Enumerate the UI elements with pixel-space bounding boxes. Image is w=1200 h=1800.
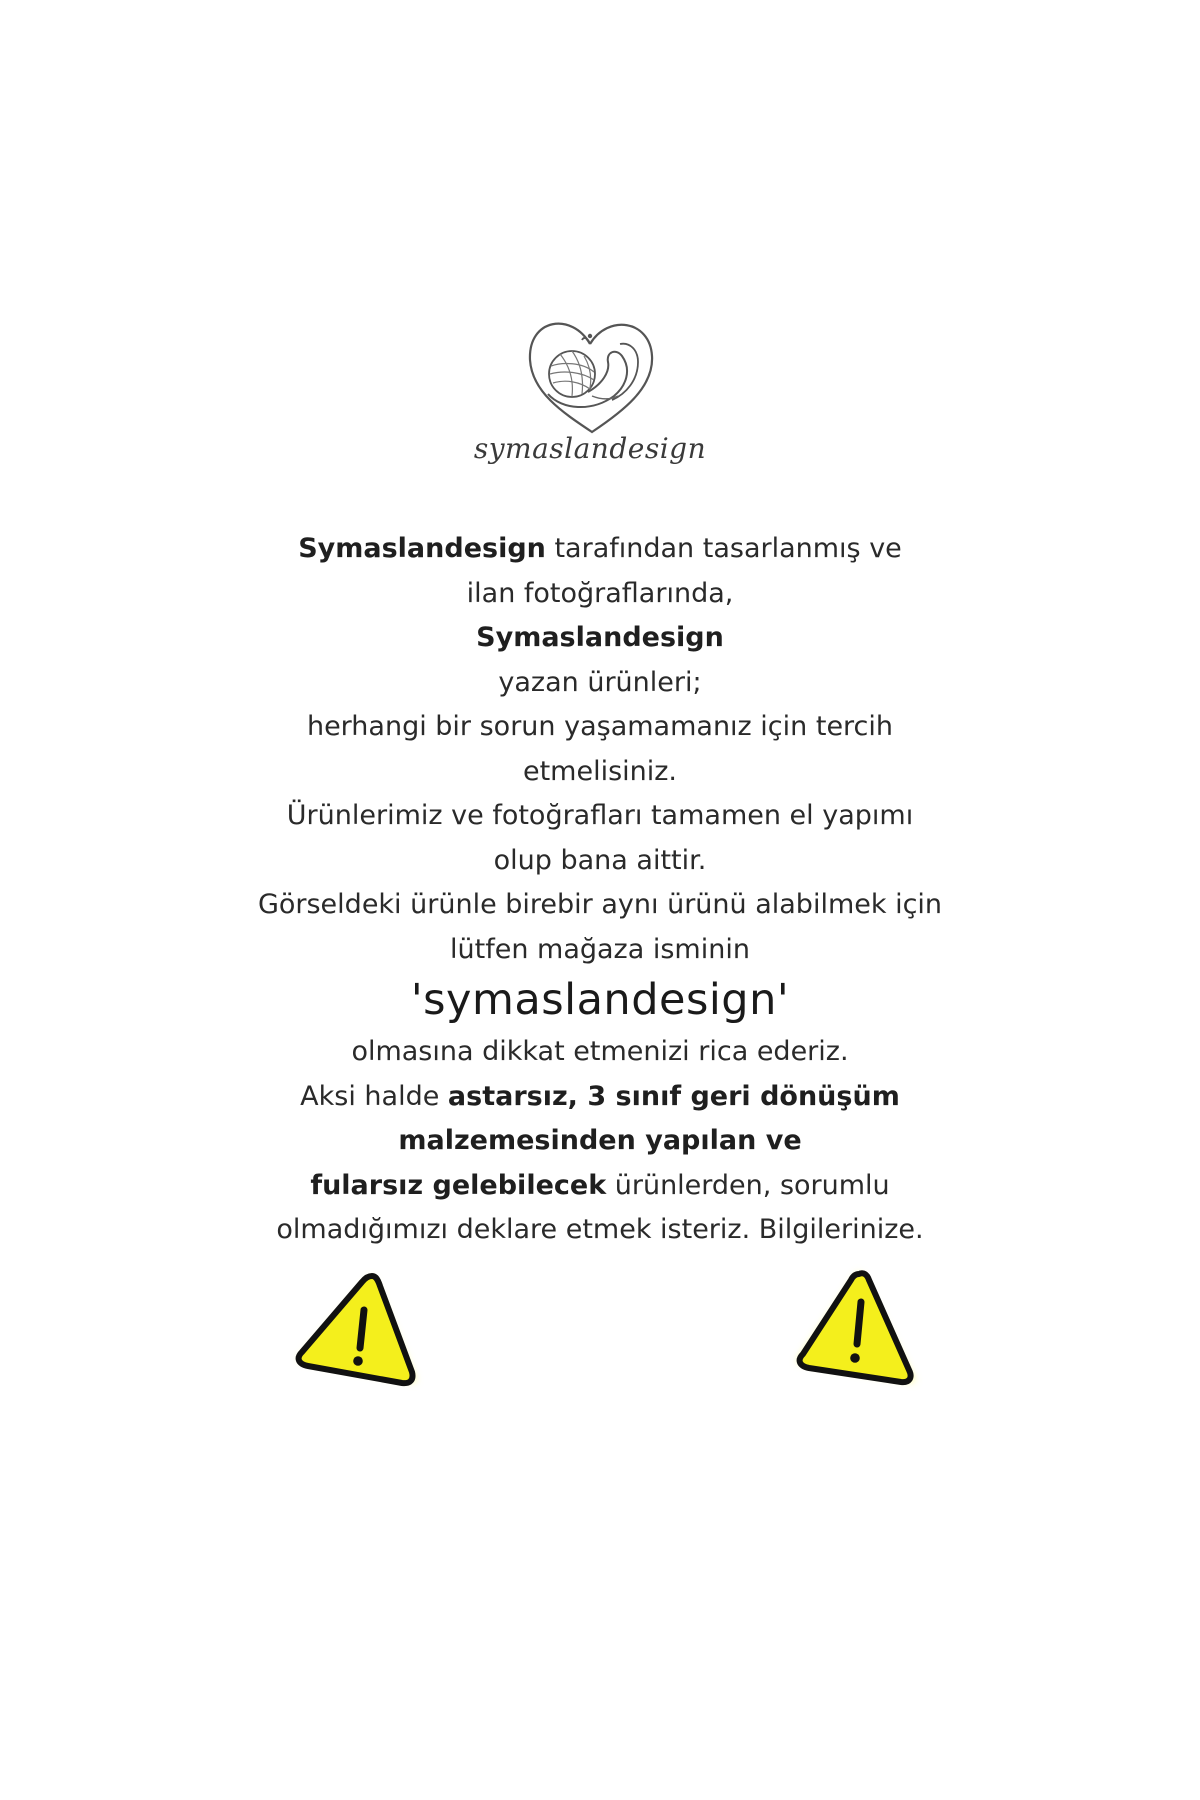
brand-logo xyxy=(470,316,710,496)
notice-line-12-bold: astarsız, 3 sınıf geri dönüşüm xyxy=(447,1080,900,1112)
notice-line-15: olmadığımızı deklare etmek isteriz. Bilgilerinize. xyxy=(276,1214,924,1245)
notice-line-11: olmasına dikkat etmenizi rica ederiz. xyxy=(351,1036,849,1067)
notice-line-5: herhangi bir sorun yaşamamanız için tercih xyxy=(306,711,894,742)
notice-line-8: olup bana aittir. xyxy=(493,844,707,876)
notice-line-1-rest: tarafından tasarlanmış ve xyxy=(545,533,902,564)
brand-name-bold: Symaslandesign xyxy=(298,533,546,564)
notice-line-14-rest: ürünlerden, sorumlu xyxy=(606,1169,890,1201)
notice-text xyxy=(200,527,1000,1253)
notice-line-14-bold: fularsız gelebilecek xyxy=(310,1169,607,1201)
notice-line-1 xyxy=(200,527,1000,572)
notice-line-14 xyxy=(200,1164,1000,1209)
notice-line-7: Ürünlerimiz ve fotoğrafları tamamen el yapımı xyxy=(286,800,914,831)
heart-yarn-hands-icon xyxy=(522,316,658,436)
brand-logo-text: symaslandesign xyxy=(473,432,707,465)
warning-triangle-icon xyxy=(290,1264,426,1400)
store-name: 'symaslandesign' xyxy=(410,975,790,1025)
notice-line-2: ilan fotoğraflarında, xyxy=(466,577,734,609)
warning-triangle-icon xyxy=(789,1262,925,1398)
notice-line-9: Görseldeki ürünle birebir aynı ürünü alabilmek için xyxy=(257,889,943,920)
notice-line-13: malzemesinden yapılan ve xyxy=(398,1125,802,1156)
notice-line-12 xyxy=(200,1075,1000,1120)
notice-line-6: etmelisiniz. xyxy=(522,755,678,787)
notice-line-4: yazan ürünleri; xyxy=(498,666,702,698)
notice-line-12-start: Aksi halde xyxy=(300,1080,448,1112)
notice-line-10: lütfen mağaza isminin xyxy=(450,933,750,965)
brand-name-bold-line: Symaslandesign xyxy=(476,622,724,653)
